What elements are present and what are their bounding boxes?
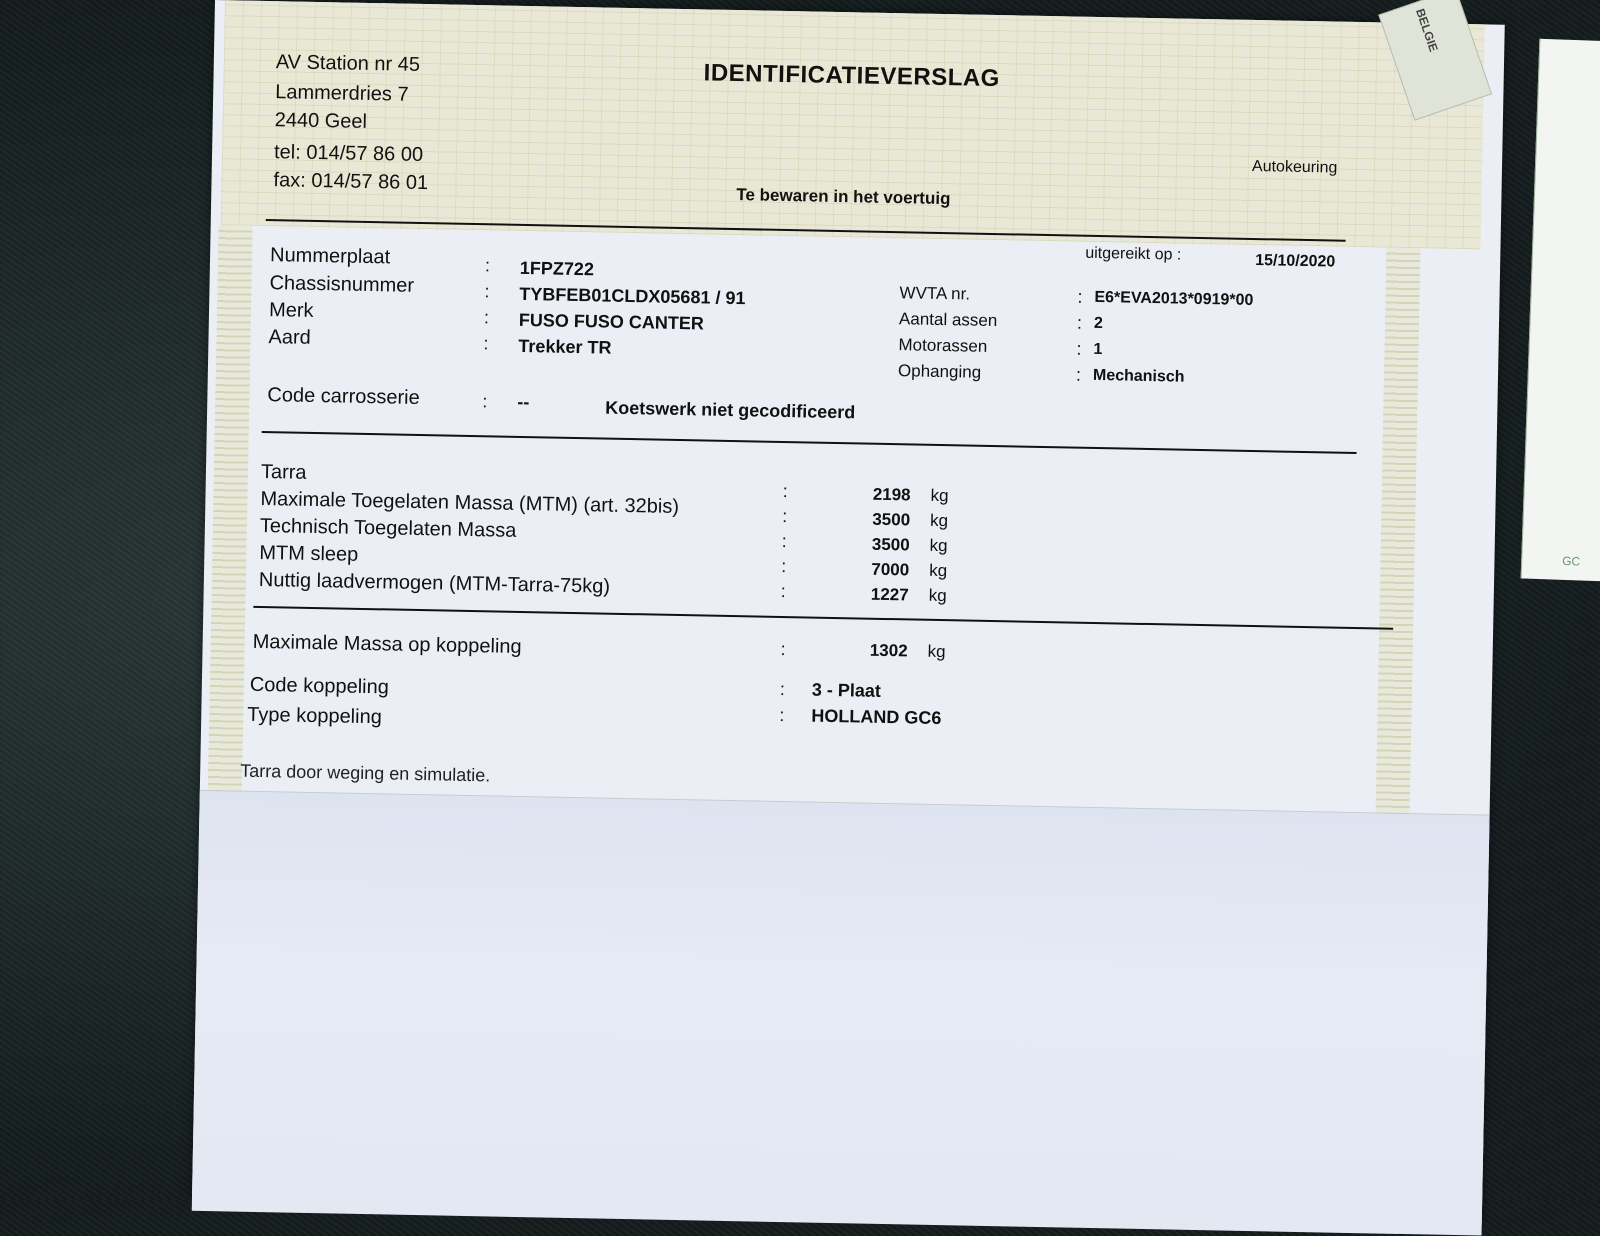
wvta-value: E6*EVA2013*0919*00	[1094, 288, 1254, 309]
colon: :	[483, 333, 489, 354]
towing-value: 7000	[871, 559, 910, 580]
coupling-type-label: Type koppeling	[247, 703, 383, 729]
issuer-name: AV Station nr 45	[275, 51, 421, 76]
tare-value: 2198	[872, 484, 911, 505]
kind-label: Aard	[268, 326, 311, 349]
document-title: IDENTIFICATIEVERSLAG	[703, 59, 1001, 93]
belgie-stamp: BELGIE	[1378, 0, 1492, 121]
coupling-type-value: HOLLAND GC6	[811, 705, 942, 729]
body-code-value: --	[517, 391, 530, 413]
ttm-unit: kg	[929, 535, 948, 556]
mtm-value: 3500	[872, 509, 911, 530]
mtm-unit: kg	[929, 510, 949, 531]
chassis-label: Chassisnummer	[269, 272, 415, 297]
issuer-fax: fax: 014/57 86 01	[273, 169, 429, 195]
chassis-value: TYBFEB01CLDX05681 / 91	[519, 283, 746, 309]
axles-value: 2	[1093, 314, 1104, 333]
colon: :	[780, 580, 786, 602]
body-description: Koetswerk niet gecodificeerd	[605, 397, 856, 423]
colon: :	[780, 638, 786, 660]
issuer-tel: tel: 014/57 86 00	[273, 141, 424, 167]
payload-unit: kg	[928, 585, 947, 606]
colon: :	[482, 391, 488, 412]
security-pattern-band	[221, 0, 1485, 249]
tare-label: Tarra	[260, 460, 307, 484]
body-code-label: Code carrosserie	[267, 384, 420, 410]
kind-value: Trekker TR	[518, 335, 612, 358]
folded-bottom-half	[192, 790, 1490, 1236]
make-value: FUSO FUSO CANTER	[518, 309, 705, 334]
colon: :	[1075, 364, 1082, 385]
autokeuring-label: Autokeuring	[1251, 157, 1338, 177]
coupling-max-value: 1302	[869, 640, 908, 661]
plate-label: Nummerplaat	[269, 244, 391, 269]
towing-unit: kg	[929, 560, 948, 581]
suspension-label: Ophanging	[897, 361, 982, 382]
colon: :	[484, 255, 491, 276]
colon: :	[779, 704, 785, 726]
colon: :	[1077, 286, 1083, 307]
vehicle-divider	[262, 431, 1357, 454]
document-subtitle: Te bewaren in het voertuig	[736, 185, 951, 209]
colon: :	[1076, 312, 1083, 333]
ttm-label: Technisch Toegelaten Massa	[259, 514, 517, 542]
suspension-value: Mechanisch	[1092, 366, 1185, 386]
colon: :	[779, 678, 786, 700]
issuer-street: Lammerdries 7	[275, 81, 409, 106]
colon: :	[781, 530, 787, 552]
towing-label: MTM sleep	[259, 541, 359, 566]
coupling-code-value: 3 - Plaat	[811, 679, 882, 701]
identification-document	[192, 0, 1505, 1225]
coupling-max-unit: kg	[927, 641, 946, 662]
plate-value: 1FPZ722	[519, 257, 595, 280]
tare-unit: kg	[930, 485, 949, 506]
payload-value: 1227	[870, 584, 909, 605]
payload-label: Nuttig laadvermogen (MTM-Tarra-75kg)	[258, 568, 611, 598]
colon: :	[782, 480, 788, 502]
mtm-label: Maximale Toegelaten Massa (MTM) (art. 32bis)	[260, 487, 680, 518]
colon: :	[484, 281, 490, 302]
colon: :	[782, 505, 788, 527]
colon: :	[1076, 338, 1082, 359]
card-text: GC	[1561, 553, 1581, 569]
footnote: Tarra door weging en simulatie.	[240, 760, 491, 786]
wvta-label: WVTA nr.	[899, 283, 971, 304]
axles-label: Aantal assen	[898, 309, 998, 331]
motor-axles-label: Motorassen	[898, 335, 988, 356]
issued-label: uitgereikt op :	[1085, 244, 1182, 264]
motor-axles-value: 1	[1093, 340, 1103, 359]
coupling-code-label: Code koppeling	[249, 673, 390, 699]
issuer-city: 2440 Geel	[274, 109, 368, 133]
issued-date: 15/10/2020	[1255, 252, 1336, 271]
make-label: Merk	[268, 299, 314, 322]
mass-divider	[253, 606, 1393, 630]
coupling-max-label: Maximale Massa op koppeling	[252, 630, 522, 659]
colon: :	[483, 307, 490, 328]
ttm-value: 3500	[871, 534, 910, 555]
colon: :	[781, 555, 787, 577]
background-card	[1521, 39, 1600, 581]
